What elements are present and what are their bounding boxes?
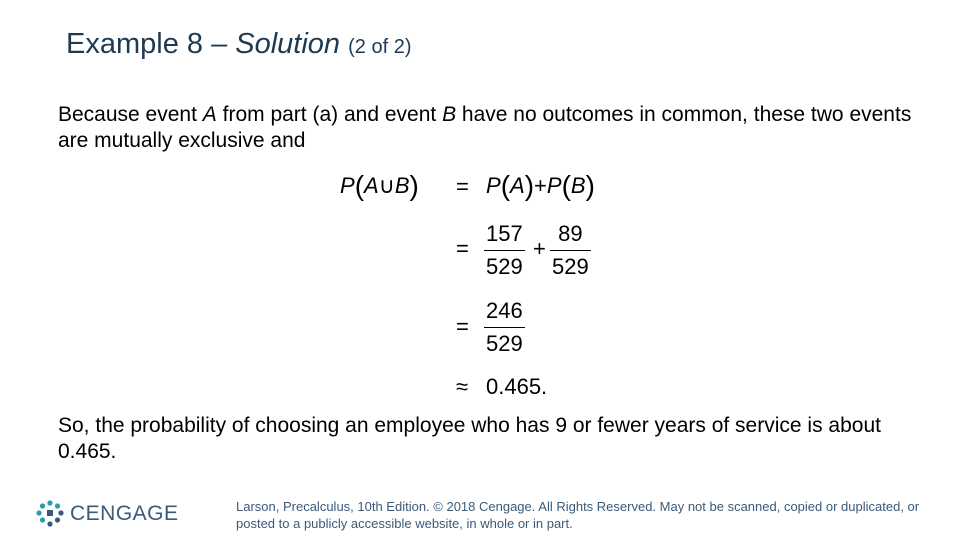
copyright-footer: Larson, Precalculus, 10th Edition. © 2018 Cengage. All Rights Reserved. May not be scanned, copied or duplicated, or posted to a publicly accessible website, in whole or in part. bbox=[236, 499, 920, 531]
event-a: A bbox=[202, 103, 217, 126]
fraction-89-529 bbox=[550, 221, 591, 280]
cengage-logo bbox=[36, 497, 179, 531]
intro-text-1: Because event bbox=[58, 103, 203, 126]
frac3-numerator: 246 bbox=[486, 298, 523, 323]
rhs-a: A bbox=[510, 173, 525, 198]
slide-title bbox=[66, 28, 412, 61]
lhs-b: B bbox=[394, 173, 410, 198]
union-symbol: ∪ bbox=[378, 173, 395, 198]
frac3-denominator: 529 bbox=[484, 327, 525, 357]
equation-lhs: P(A∪B) bbox=[340, 170, 419, 201]
event-b: B bbox=[442, 103, 457, 126]
result-value: 0.465. bbox=[486, 374, 548, 399]
equation-line-1: P(A)+P(B) bbox=[486, 170, 595, 201]
eq-rel-2: = bbox=[456, 236, 469, 261]
conclusion-paragraph: So, the probability of choosing an employee who has 9 or fewer years of service is about 0.465. bbox=[58, 414, 881, 463]
rhs-b: B bbox=[570, 173, 586, 198]
intro-text-2: from part (a) and event bbox=[216, 103, 443, 126]
frac1-denominator: 529 bbox=[484, 250, 525, 280]
plus-symbol: + bbox=[534, 173, 547, 198]
frac2-denominator: 529 bbox=[550, 250, 591, 280]
title-main: Example 8 – bbox=[66, 28, 236, 60]
lhs-a: A bbox=[364, 173, 379, 198]
fraction-246-529 bbox=[484, 298, 525, 357]
frac2-numerator: 89 bbox=[558, 221, 583, 246]
cengage-mark-icon bbox=[36, 500, 64, 528]
frac1-numerator: 157 bbox=[486, 221, 523, 246]
rhs-p2: P bbox=[546, 173, 562, 198]
eq-plus-2: + bbox=[533, 236, 546, 261]
lhs-p: P bbox=[340, 173, 355, 198]
eq-rel-3: = bbox=[456, 314, 469, 339]
title-italic: Solution bbox=[235, 28, 341, 60]
eq-rel-1: = bbox=[456, 174, 469, 199]
eq-rel-4: ≈ bbox=[456, 374, 469, 399]
intro-paragraph bbox=[58, 102, 938, 154]
title-suffix: (2 of 2) bbox=[348, 36, 412, 58]
fraction-157-529 bbox=[484, 221, 525, 280]
logo-text: CENGAGE bbox=[70, 502, 179, 525]
rhs-p1: P bbox=[486, 173, 501, 198]
intro-text-3: have no outcomes in common, these two events are mutually exclusive and bbox=[58, 103, 912, 152]
